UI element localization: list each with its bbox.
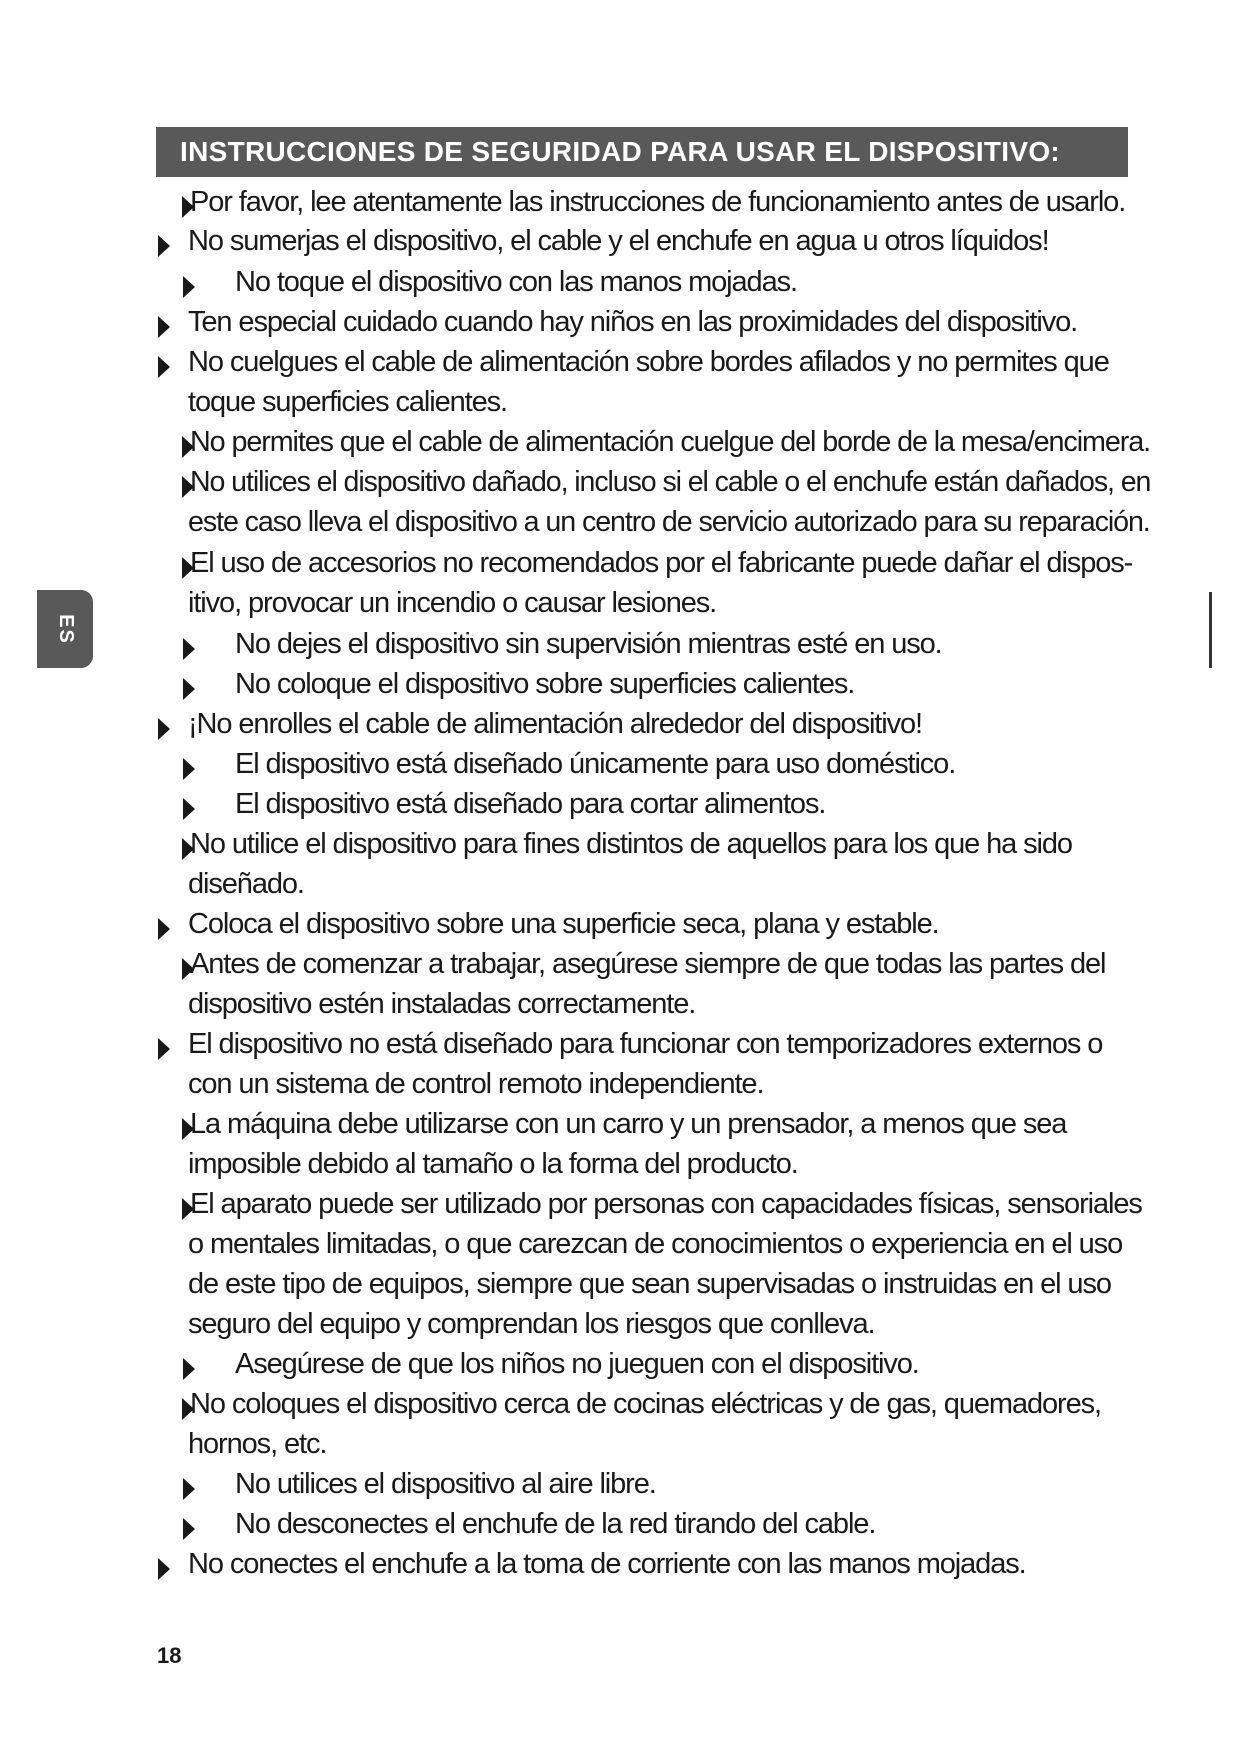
list-item-text: El uso de accesorios no recomendados por el fabricante puede dañar el dispos-	[190, 547, 1133, 579]
list-item-text: o mentales limitadas, o que carezcan de conocimientos o experiencia en el uso	[188, 1228, 1123, 1260]
list-item-text: seguro del equipo y comprendan los riesgos que conlleva.	[188, 1308, 875, 1340]
bullet-icon	[158, 356, 170, 378]
bullet-icon	[183, 758, 195, 780]
list-item-text: con un sistema de control remoto independiente.	[188, 1068, 764, 1100]
bullet-icon	[158, 718, 170, 740]
list-item-text: La máquina debe utilizarse con un carro y un prensador, a menos que sea	[190, 1108, 1067, 1140]
list-item-text: de este tipo de equipos, siempre que sean supervisadas o instruidas en el uso	[188, 1268, 1111, 1300]
list-item-text: No desconectes el enchufe de la red tirando del cable.	[235, 1508, 876, 1540]
list-item-text: No coloque el dispositivo sobre superficies calientes.	[235, 668, 855, 700]
page-number: 18	[157, 1643, 182, 1668]
list-item-text: diseñado.	[188, 868, 304, 900]
bullet-icon	[183, 1518, 195, 1540]
list-item-text: Antes de comenzar a trabajar, asegúrese siempre de que todas las partes del	[190, 948, 1106, 980]
list-item-text: El dispositivo no está diseñado para funcionar con temporizadores externos o	[188, 1028, 1103, 1060]
bullet-icon	[158, 918, 170, 940]
section-title: INSTRUCCIONES DE SEGURIDAD PARA USAR EL DISPOSITIVO:	[180, 136, 1061, 167]
language-tab-label: ES	[54, 613, 77, 645]
list-item-text: No cuelgues el cable de alimentación sobre bordes afilados y no permites que	[188, 346, 1109, 378]
bullet-icon	[183, 1478, 195, 1500]
list-item-text: No coloques el dispositivo cerca de cocinas eléctricas y de gas, quemadores,	[190, 1388, 1101, 1420]
list-item-text: imposible debido al tamaño o la forma del producto.	[188, 1148, 798, 1180]
list-item-text: Por favor, lee atentamente las instrucciones de funcionamiento antes de usarlo.	[190, 186, 1126, 218]
list-item-text: El aparato puede ser utilizado por personas con capacidades físicas, sensoriales	[190, 1188, 1142, 1220]
list-item-text: No sumerjas el dispositivo, el cable y el enchufe en agua u otros líquidos!	[188, 225, 1049, 257]
list-item-text: dispositivo estén instaladas correctamente.	[188, 988, 696, 1020]
list-item-text: Coloca el dispositivo sobre una superficie seca, plana y estable.	[188, 908, 939, 940]
list-item-text: No toque el dispositivo con las manos mojadas.	[235, 266, 797, 298]
bullet-icon	[158, 235, 170, 257]
list-item-text: No utilices el dispositivo al aire libre.	[235, 1468, 656, 1500]
bullet-icon	[158, 316, 170, 338]
list-item-text: No dejes el dispositivo sin supervisión mientras esté en uso.	[235, 628, 942, 660]
list-item-text: El dispositivo está diseñado para cortar alimentos.	[235, 788, 826, 820]
list-item-text: hornos, etc.	[188, 1428, 327, 1460]
list-item-text: No conectes el enchufe a la toma de corriente con las manos mojadas.	[188, 1548, 1026, 1580]
list-item-text: Asegúrese de que los niños no jueguen con el dispositivo.	[235, 1348, 919, 1380]
list-item-text: toque superficies calientes.	[188, 386, 508, 418]
bullet-icon	[183, 798, 195, 820]
bullet-icon	[183, 638, 195, 660]
list-item-text: Ten especial cuidado cuando hay niños en las proximidades del dispositivo.	[188, 306, 1078, 338]
bullet-icon	[158, 1558, 170, 1580]
bullet-icon	[183, 276, 195, 298]
list-item-text: No utilice el dispositivo para fines distintos de aquellos para los que ha sido	[190, 828, 1072, 860]
list-item-text: itivo, provocar un incendio o causar lesiones.	[188, 587, 717, 619]
list-item-text: ¡No enrolles el cable de alimentación alrededor del dispositivo!	[188, 708, 922, 740]
list-item-text: El dispositivo está diseñado únicamente para uso doméstico.	[235, 748, 956, 780]
bullet-icon	[158, 1038, 170, 1060]
bullet-icon	[183, 678, 195, 700]
list-item-text: No utilices el dispositivo dañado, incluso si el cable o el enchufe están dañados, en	[190, 466, 1151, 498]
bullet-icon	[183, 1358, 195, 1380]
list-item-text: este caso lleva el dispositivo a un centro de servicio autorizado para su reparación.	[188, 506, 1150, 538]
list-item-text: No permites que el cable de alimentación cuelgue del borde de la mesa/encimera.	[190, 426, 1150, 458]
